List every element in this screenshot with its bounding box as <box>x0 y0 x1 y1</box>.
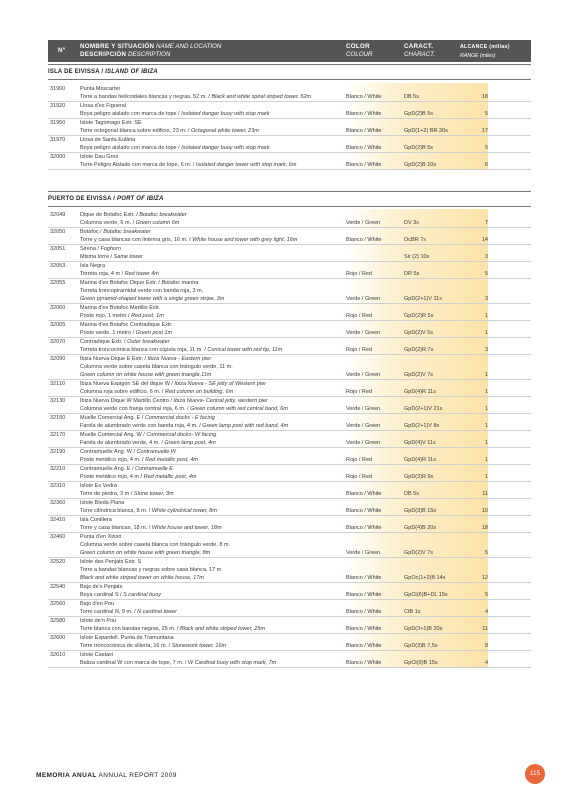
section-rule <box>48 64 531 65</box>
row-divider <box>48 481 531 482</box>
light-number: 32360 <box>50 500 66 506</box>
light-description: Columna verde, 6 m. / Green column 6m <box>80 220 180 226</box>
light-range: 4 <box>484 660 488 666</box>
light-description: Dique de Botafoc Extr. / Botafoc breakwater <box>80 212 187 218</box>
light-range: 14 <box>481 237 488 243</box>
light-description: Islote Tagomago Extr. SE <box>80 120 142 126</box>
section-rule <box>48 79 531 80</box>
light-number: 32060 <box>50 305 66 311</box>
light-description: Islote Dau Gros <box>80 154 119 160</box>
light-range: 7 <box>484 220 488 226</box>
light-description: Torre a bandas blancas y negras sobre casa blanca, 17 m <box>80 567 222 573</box>
light-number: 31920 <box>50 103 66 109</box>
light-description: Poste metálico rojo, 4 m. / Red metallic post, 4m <box>80 457 198 463</box>
row-divider <box>48 667 531 668</box>
light-color: Blanco / White <box>346 508 382 514</box>
light-color: Blanco / White <box>346 145 382 151</box>
light-description: Torre cilíndrica blanca, 8 m. / White cylindrical tower, 8m <box>80 508 217 514</box>
light-number: 32410 <box>50 517 66 523</box>
light-range: 5 <box>484 111 488 117</box>
light-color: Blanco / White <box>346 111 382 117</box>
light-range: 12 <box>481 575 488 581</box>
light-range: 17 <box>481 128 488 134</box>
light-color: Blanco / White <box>346 94 382 100</box>
light-description: Black and white striped tower on white house, 17m <box>80 575 204 581</box>
light-description: Torre y casa blancas, 18 m. / White house and tower, 18m <box>80 525 222 531</box>
light-range: 18 <box>481 94 488 100</box>
light-number: 32190 <box>50 449 66 455</box>
light-description: Torre a bandas helicoidales blancas y negras, 52 m. / Black and white spiral striped tower, 52m <box>80 94 312 100</box>
light-description: Islote Bleda Plana <box>80 500 125 506</box>
light-description: Boya peligro aislado con marca de tope / Isolated danger buoy with stop mark <box>80 111 270 117</box>
light-color: Verde / Green <box>346 406 381 412</box>
light-number: 32610 <box>50 652 66 658</box>
light-color: Blanco / White <box>346 237 382 243</box>
light-number: 32310 <box>50 483 66 489</box>
light-characteristic: Sir (2) 10s <box>404 254 430 260</box>
light-description: Contramuelle Ang. E / Contramuelle E <box>80 466 173 472</box>
light-description: Torre Peligro Aislado con marca de tope, 6 m. / Isolated danger tower with stop mark, 6m <box>80 162 297 168</box>
light-range: 10 <box>481 508 488 514</box>
light-number: 32460 <box>50 534 66 540</box>
light-range: 1 <box>484 474 488 480</box>
row-divider <box>48 515 531 516</box>
light-description: Columna verde sobre caseta blanca con triángulo verde, 11 m. <box>80 364 233 370</box>
light-number: 32110 <box>50 381 65 387</box>
light-description: Islote Es Vedrà <box>80 483 117 489</box>
row-divider <box>48 169 531 170</box>
light-color: Blanco / White <box>346 609 382 615</box>
light-number: 32520 <box>50 559 66 565</box>
light-description: Islote Espardell. Punta de Tramuntana <box>80 635 174 641</box>
light-description: Muelle Comercial Ang. W / Commercial docks- W facing <box>80 432 217 438</box>
light-characteristic: GpD(2+1)V 11s <box>404 296 442 302</box>
light-characteristic: GpD(4)B 20s <box>404 525 437 531</box>
light-number: 32049 <box>50 212 66 218</box>
page-number: 115 <box>525 764 545 784</box>
light-number: 31900 <box>50 86 66 92</box>
light-characteristic: GpD(4)R 11s <box>404 389 436 395</box>
section-rule <box>48 206 531 207</box>
light-description: Islote de'n Pou <box>80 618 117 624</box>
light-description: Torreta roja, 4 m / Red tower 4m <box>80 271 159 277</box>
light-description: Ibiza Nueva Espigón SE del dique W / Ibiza Nueva - SE jetty of Western pier <box>80 381 267 387</box>
light-characteristic: DV 3s <box>404 220 419 226</box>
light-range: 11 <box>482 626 488 632</box>
light-color: Blanco / White <box>346 660 382 666</box>
light-color: Blanco / White <box>346 491 382 497</box>
light-color: Rojo / Red <box>346 474 372 480</box>
light-description: Torre troncocónica de sillería, 16 m. / Stonework tower, 16m <box>80 643 227 649</box>
light-number: 32560 <box>50 601 66 607</box>
light-description: Ibiza Nueva Dique W Martillo Centro / Ibiza Nueva- Central jetty, western pier <box>80 398 268 404</box>
light-characteristic: GpD(2)B 10s <box>404 162 437 168</box>
light-number: 32130 <box>50 398 66 404</box>
light-characteristic: GpCt(9)B 15s <box>404 660 438 666</box>
light-description: Ibiza Nueva-Dique E Extr. / Ibiza Nueva - Eastern pier <box>80 356 212 362</box>
light-range: 1 <box>484 389 488 395</box>
light-range: 1 <box>484 313 488 319</box>
light-number: 32065 <box>50 322 66 328</box>
light-description: Green pyramid-shaped tower with a single green stripe, 3m <box>80 296 225 302</box>
footer-title: MEMORIA ANUAL ANNUAL REPORT 2009 <box>36 772 177 779</box>
light-color: Rojo / Red <box>346 347 372 353</box>
light-description: Contradique Extr. / Outer breakwater <box>80 339 170 345</box>
light-description: Sirena / Foghorn <box>80 246 121 252</box>
light-number: 32170 <box>50 432 66 438</box>
light-description: Punta d'en Xinxó <box>80 534 122 540</box>
light-characteristic: GpD(2)R 7s <box>404 347 434 353</box>
light-range: 1 <box>484 406 488 412</box>
light-characteristic: DR 5s <box>404 271 420 277</box>
light-range: 3 <box>484 254 488 260</box>
light-description: Torre de piedra, 3 m / Stone tower, 3m <box>80 491 174 497</box>
light-number: 32090 <box>50 356 66 362</box>
row-divider <box>48 152 531 153</box>
light-description: Islote Castavi <box>80 652 114 658</box>
light-characteristic: CtB 1s <box>404 609 421 615</box>
light-range: 1 <box>484 372 488 378</box>
light-number: 32210 <box>50 466 66 472</box>
light-characteristic: DB 5s <box>404 94 419 100</box>
light-color: Blanco / White <box>346 162 382 168</box>
light-characteristic: GpCt(6)B+DL 15s <box>404 592 448 598</box>
header-number: Nº <box>58 47 66 54</box>
row-divider <box>48 599 531 600</box>
light-characteristic: GpD(4)R 11s <box>404 457 436 463</box>
light-characteristic: GpD(4)V 11s <box>404 440 436 446</box>
light-range: 3 <box>484 347 488 353</box>
light-description: Marina d'es Botafoc Contradique Extr. <box>80 322 173 328</box>
header-range: ALCANCE (millas) RANGE (miles) <box>460 44 510 59</box>
light-characteristic: GpD(2)B 5s <box>404 145 434 151</box>
light-number: 31950 <box>50 120 66 126</box>
section-rule <box>48 191 531 192</box>
light-description: Farola de alumbrado verde con banda roja, 4 m. / Green lamp post with red band, 4m <box>80 423 289 429</box>
row-divider <box>48 650 531 651</box>
row-divider <box>48 616 531 617</box>
light-description: Columna verde sobre caseta blanca con triángulo verde, 8 m. <box>80 542 231 548</box>
light-color: Verde / Green <box>346 296 381 302</box>
light-characteristic: GpD(3)R 9s <box>404 474 434 480</box>
light-description: Bajo de's Penjats <box>80 584 123 590</box>
light-description: Isla Conillera <box>80 517 112 523</box>
light-range: 3 <box>484 296 488 302</box>
light-number: 32150 <box>50 415 66 421</box>
light-description: Green column on white house with green triangle, 8m <box>80 550 211 556</box>
light-characteristic: DB 5s <box>404 491 419 497</box>
light-description: Poste verde, 1 metro / Green post 1m <box>80 330 173 336</box>
light-description: Torreta troncocónica blanca con cúpula roja, 11 m. / Conical tower with red tip, 11m <box>80 347 283 353</box>
light-range: 4 <box>484 609 488 615</box>
light-color: Verde / Green <box>346 220 381 226</box>
light-characteristic: GpD(2+1)V 21s <box>404 406 443 412</box>
light-characteristic: GpD(3+1)B 20s <box>404 626 443 632</box>
light-description: Contramuelle Ang. W / Contramuelle W <box>80 449 176 455</box>
light-description: Torreta troncopiramidal verde con banda roja, 3 m. <box>80 288 204 294</box>
table-header <box>48 40 531 62</box>
light-description: Farola de alumbrado verde, 4 m. / Green lamp post, 4m <box>80 440 216 446</box>
light-color: Blanco / White <box>346 525 382 531</box>
light-color: Verde / Green <box>346 550 381 556</box>
header-color: COLOR COLOUR <box>346 43 373 58</box>
light-color: Blanco / White <box>346 575 382 581</box>
light-characteristic: GpD(2+1)V 8s <box>404 423 440 429</box>
light-number: 32600 <box>50 635 66 641</box>
light-description: Torre y casa blancas con linterna gris, 16 m. / White house and tower with grey light, 16m <box>80 237 298 243</box>
light-color: Blanco / White <box>346 626 382 632</box>
light-number: 31970 <box>50 137 66 143</box>
light-description: Botafoc / Botafoc breakwater <box>80 229 151 235</box>
light-description: Torre blanca con bandas negras, 25 m. / Black and white striped tower, 25m <box>80 626 265 632</box>
light-characteristic: GpOc(1+2)B 14s <box>404 575 446 581</box>
light-color: Blanco / White <box>346 592 382 598</box>
row-divider <box>48 261 531 262</box>
section-title: PUERTO DE EIVISSA / PORT OF IBIZA <box>48 196 164 202</box>
section-title: ISLA DE EIVISSA / ISLAND OF IBIZA <box>48 69 158 75</box>
light-color: Verde / Green <box>346 330 381 336</box>
header-characteristic: CARACT. CHARACT. <box>404 43 436 58</box>
light-description: Bajo d'en Pou <box>80 601 115 607</box>
light-characteristic: GpD(3)B 15s <box>404 508 437 514</box>
light-characteristic: GpD(2)V 7s <box>404 550 434 556</box>
light-description: Boya cardinal S / S cardinal buoy <box>80 592 162 598</box>
light-description: Muelle Comercial Ang. E / Commercial docks - E facing <box>80 415 215 421</box>
light-color: Rojo / Red <box>346 389 372 395</box>
light-color: Blanco / White <box>346 128 382 134</box>
light-color: Verde / Green <box>346 372 381 378</box>
light-color: Verde / Green <box>346 423 381 429</box>
light-number: 32051 <box>50 246 66 252</box>
light-description: Boya peligro aislado con marca de tope / Isolated danger buoy with stop mark <box>80 145 270 151</box>
light-color: Rojo / Red <box>346 457 372 463</box>
light-color: Blanco / White <box>346 643 382 649</box>
light-description: Llosa d'es Figueral <box>80 103 126 109</box>
light-range: 1 <box>484 330 488 336</box>
light-range: 5 <box>484 271 488 277</box>
light-number: 32070 <box>50 339 66 345</box>
light-description: Poste rojo, 1 metro / Red post, 1m <box>80 313 164 319</box>
light-characteristic: GpD(2)V 5s <box>404 330 434 336</box>
light-range: 6 <box>484 162 488 168</box>
light-description: Green column on white house with green triangle,11m <box>80 372 212 378</box>
light-characteristic: GpD(2)V 7s <box>404 372 434 378</box>
light-description: Llosa de Santa Eulària <box>80 137 136 143</box>
light-number: 32580 <box>50 618 66 624</box>
light-characteristic: GpD(2)R 5s <box>404 313 434 319</box>
light-range: 8 <box>484 643 488 649</box>
light-description: Marina d'es Botafoc Martillo Extr. <box>80 305 161 311</box>
light-characteristic: GpD(1+2) BR 30s <box>404 128 448 134</box>
light-description: Isla Negra <box>80 263 106 269</box>
header-name: NOMBRE Y SITUACIÓN NAME AND LOCATION DESCRIPCIÓN DESCRIPTION <box>80 43 222 58</box>
light-number: 32050 <box>50 229 66 235</box>
light-range: 1 <box>484 423 488 429</box>
light-range: 11 <box>482 491 488 497</box>
light-description: Torre octogonal blanca sobre edificio, 23 m. / Octagonal white tower, 23m <box>80 128 259 134</box>
light-characteristic: OcBR 7s <box>404 237 427 243</box>
light-number: 32053 <box>50 263 66 269</box>
light-range: 5 <box>484 592 488 598</box>
light-range: 5 <box>484 550 488 556</box>
light-range: 5 <box>484 145 488 151</box>
light-description: Poste metálico rojo, 4 m / Red metallic post, 4m <box>80 474 197 480</box>
light-color: Rojo / Red <box>346 271 372 277</box>
light-characteristic: GpD(3)B 7,5s <box>404 643 438 649</box>
light-range: 1 <box>484 457 488 463</box>
light-number: 32540 <box>50 584 66 590</box>
light-characteristic: GpD(2)B 5s <box>404 111 434 117</box>
light-number: 32000 <box>50 154 66 160</box>
light-number: 32055 <box>50 280 66 286</box>
light-description: Columna verde con franja central roja, 6 m. / Green column with red central band, 6m <box>80 406 288 412</box>
light-description: Islote des Penjats Extr. S <box>80 559 142 565</box>
light-description: Columna roja sobre edificio, 6 m. / Red column on building, 6m <box>80 389 234 395</box>
light-description: Marina d'es Botafoc Dique Extr. / Botafoc marina <box>80 280 199 286</box>
light-description: Punta Moscarter <box>80 86 121 92</box>
light-color: Verde / Green <box>346 440 381 446</box>
light-color: Rojo / Red <box>346 313 372 319</box>
light-description: Baliza cardinal W con marca de tope, 7 m. / W Cardinal buoy with stop mark, 7m <box>80 660 277 666</box>
light-range: 1 <box>484 440 488 446</box>
light-description: Torre cardinal N, 9 m. / N cardinal tower <box>80 609 177 615</box>
light-range: 18 <box>481 525 488 531</box>
light-description: Misma torre / Same tower <box>80 254 143 260</box>
